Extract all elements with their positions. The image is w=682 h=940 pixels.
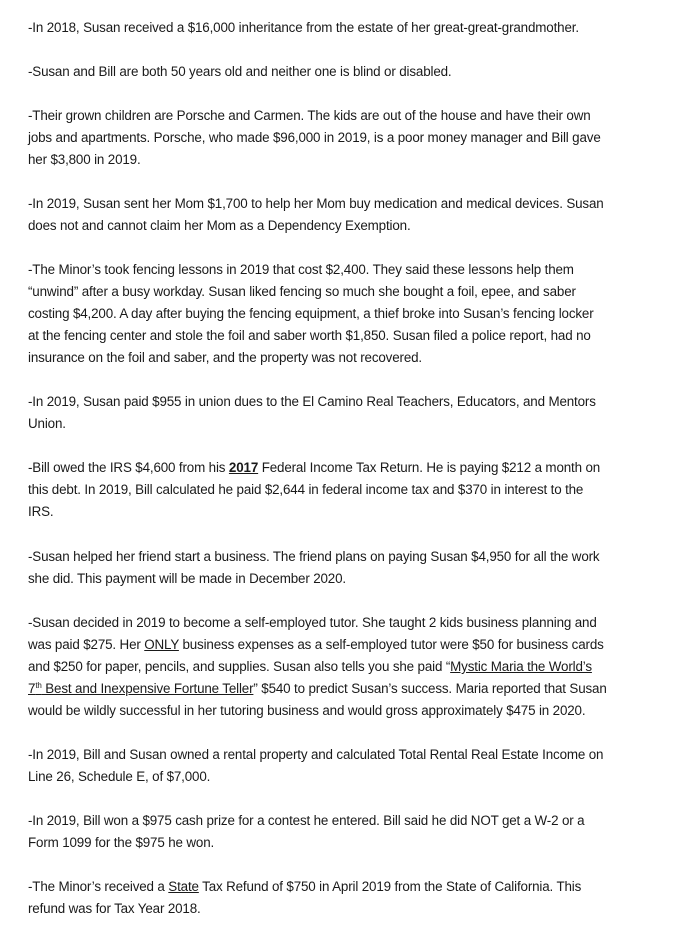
text-line: costing $4,200. A day after buying the fencing equipment, a thief broke into Susan’s fencing locker	[28, 306, 594, 321]
text-line: Line 26, Schedule E, of $7,000.	[28, 769, 211, 784]
text-run: ” $540 to predict Susan’s success. Maria reported that Susan	[253, 681, 607, 696]
text-line	[28, 634, 676, 656]
text-line: -Susan decided in 2019 to become a self-employed tutor. She taught 2 kids business planning and	[28, 615, 597, 630]
text-line	[28, 678, 676, 700]
paragraph-fencing	[28, 259, 676, 369]
text-line: IRS.	[28, 504, 54, 519]
emphasis-only: ONLY	[144, 637, 179, 652]
text-line: -In 2019, Bill won a $975 cash prize for a contest he entered. Bill said he did NOT get a W-2 or a	[28, 813, 585, 828]
text-run: Federal Income Tax Return. He is paying $212 a month on	[258, 460, 601, 475]
text-line: “unwind” after a busy workday. Susan liked fencing so much she bought a foil, epee, and saber	[28, 284, 576, 299]
text-line: jobs and apartments. Porsche, who made $96,000 in 2019, is a poor money manager and Bill gave	[28, 130, 601, 145]
paragraph-children	[28, 105, 676, 171]
text-line: she did. This payment will be made in December 2020.	[28, 571, 346, 586]
text-line: insurance on the foil and saber, and the property was not recovered.	[28, 350, 423, 365]
paragraph-inheritance	[28, 17, 676, 39]
text-line	[28, 656, 676, 678]
text-line: -Their grown children are Porsche and Carmen. The kids are out of the house and have their own	[28, 108, 591, 123]
text-run: business expenses as a self-employed tutor were $50 for business cards	[178, 637, 604, 652]
text-run: Tax Refund of $750 in April 2019 from the State of California. This	[198, 879, 582, 894]
text-line: at the fencing center and stole the foil and saber worth $1,850. Susan filed a police report, had no	[28, 328, 591, 343]
underlined-name: Mystic Maria the World’s	[450, 659, 592, 674]
text-line: -In 2019, Bill and Susan owned a rental property and calculated Total Rental Real Estate Income on	[28, 747, 604, 762]
paragraph-refund	[28, 876, 676, 920]
text-run: Best and Inexpensive Fortune Teller	[41, 681, 254, 696]
paragraph-rental	[28, 744, 676, 788]
text-run: -The Minor’s received a	[28, 879, 169, 894]
paragraph-irs	[28, 457, 676, 523]
text-line: -The Minor’s took fencing lessons in 2019 that cost $2,400. They said these lessons help them	[28, 262, 574, 277]
underlined-name	[28, 681, 253, 696]
text-line: would be wildly successful in her tutoring business and would gross approximately $475 in 2020.	[28, 703, 586, 718]
text-run: -Bill owed the IRS $4,600 from his	[28, 460, 229, 475]
text-line: -In 2018, Susan received a $16,000 inheritance from the estate of her great-great-grandmother.	[28, 20, 579, 35]
text-line: -Susan helped her friend start a business. The friend plans on paying Susan $4,950 for all the work	[28, 549, 600, 564]
text-line: does not and cannot claim her Mom as a Dependency Exemption.	[28, 218, 411, 233]
paragraph-mom	[28, 193, 676, 237]
emphasis-year: 2017	[228, 460, 259, 475]
paragraph-tutor	[28, 612, 676, 722]
text-line: -Susan and Bill are both 50 years old and neither one is blind or disabled.	[28, 64, 452, 79]
text-line: Union.	[28, 416, 66, 431]
paragraph-ages	[28, 61, 676, 83]
paragraph-prize	[28, 810, 676, 854]
text-run: was paid $275. Her	[28, 637, 145, 652]
text-run: and $250 for paper, pencils, and supplies. Susan also tells you she paid “	[28, 659, 451, 674]
text-run: 7	[28, 681, 36, 696]
emphasis-state: State	[168, 879, 199, 894]
paragraph-union	[28, 391, 676, 435]
text-line: -In 2019, Susan paid $955 in union dues to the El Camino Real Teachers, Educators, and Mentors	[28, 394, 596, 409]
text-line	[28, 876, 676, 898]
text-line: refund was for Tax Year 2018.	[28, 901, 201, 916]
paragraph-friend	[28, 546, 676, 590]
text-line: her $3,800 in 2019.	[28, 152, 141, 167]
text-line: Form 1099 for the $975 he won.	[28, 835, 215, 850]
ordinal-suffix: th	[35, 681, 42, 690]
text-line	[28, 457, 676, 479]
text-line: -In 2019, Susan sent her Mom $1,700 to help her Mom buy medication and medical devices. Susan	[28, 196, 604, 211]
text-line: this debt. In 2019, Bill calculated he paid $2,644 in federal income tax and $370 in interest to the	[28, 482, 584, 497]
